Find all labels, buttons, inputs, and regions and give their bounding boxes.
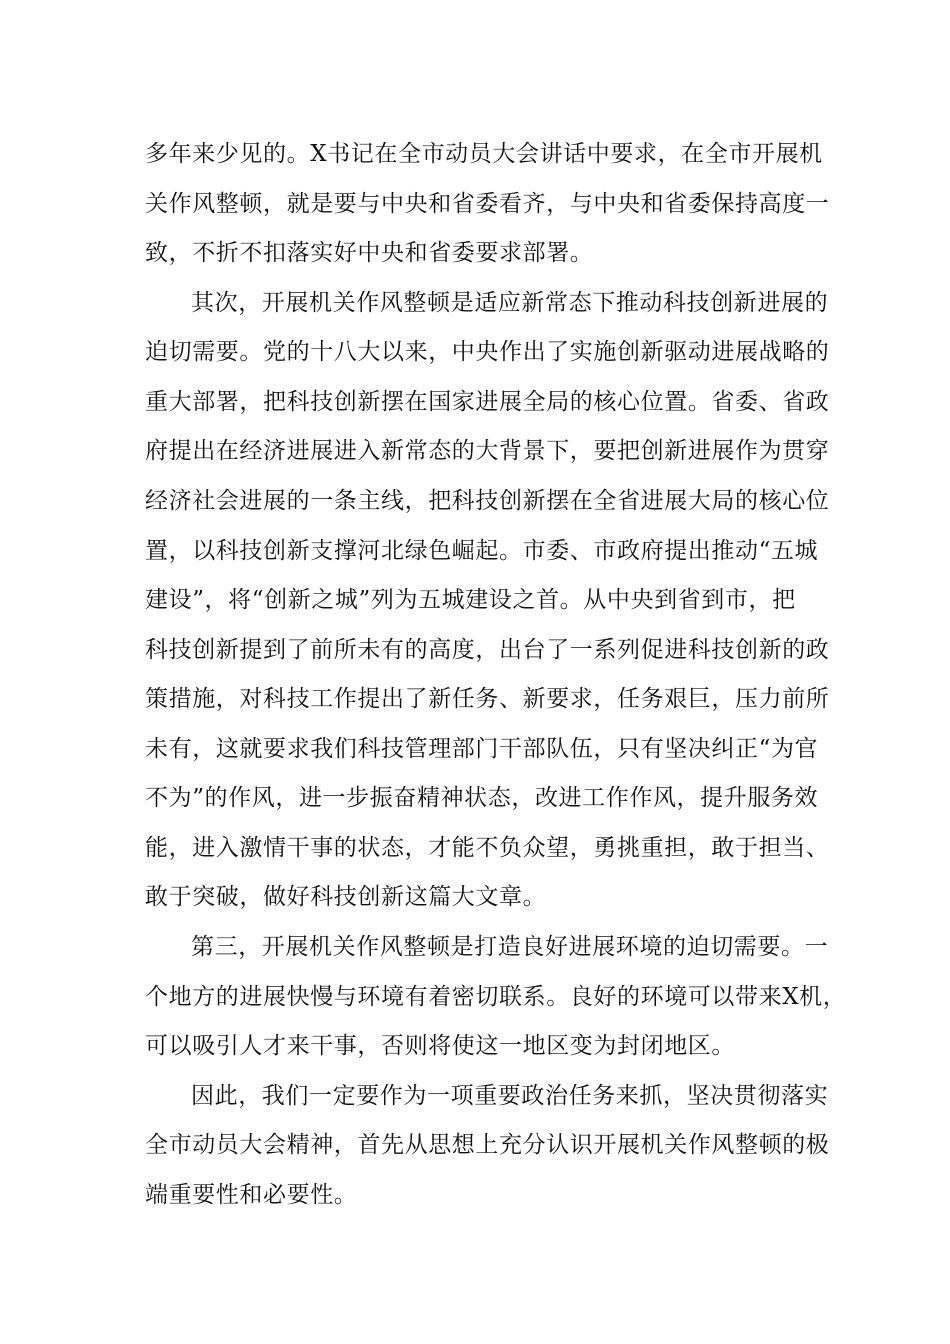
text-line: 关作风整顿，就是要与中央和省委看齐，与中央和省委保持高度一 — [145, 191, 830, 217]
text-line: 能，进入激情干事的状态，才能不负众望，勇挑重担，敢于担当、 — [145, 835, 830, 861]
text-line: 不为”的作风，进一步振奋精神状态，改进工作作风，提升服务效 — [145, 785, 819, 811]
text-line: 全市动员大会精神，首先从思想上充分认识开展机关作风整顿的极 — [145, 1132, 830, 1158]
text-line: 端重要性和必要性。 — [145, 1182, 358, 1208]
text-line: 可以吸引人才来干事，否则将使这一地区变为封闭地区。 — [145, 1033, 735, 1059]
text-line: 科技创新提到了前所未有的高度，出台了一系列促进科技创新的政 — [145, 637, 830, 663]
text-line: 其次，开展机关作风整顿是适应新常态下推动科技创新进展的 — [191, 290, 829, 316]
text-line: 经济社会进展的一条主线，把科技创新摆在全省进展大局的核心位 — [145, 488, 830, 514]
text-line: 置，以科技创新支撑河北绿色崛起。市委、市政府提出推动“五城 — [145, 538, 819, 564]
text-line: 敢于突破，做好科技创新这篇大文章。 — [145, 884, 547, 910]
text-line: 重大部署，把科技创新摆在国家进展全局的核心位置。省委、省政 — [145, 389, 830, 415]
text-line: 个地方的进展快慢与环境有着密切联系。良好的环境可以带来X机， — [145, 984, 847, 1010]
text-line: 致，不折不扣落实好中央和省委要求部署。 — [145, 240, 594, 266]
text-line: 因此，我们一定要作为一项重要政治任务来抓，坚决贯彻落实 — [191, 1083, 829, 1109]
text-line: 未有，这就要求我们科技管理部门干部队伍，只有坚决纠正“为官 — [145, 736, 819, 762]
text-line: 第三，开展机关作风整顿是打造良好进展环境的迫切需要。一 — [191, 934, 829, 960]
text-line: 多年来少见的。X书记在全市动员大会讲话中要求，在全市开展机 — [145, 141, 823, 167]
text-line: 策措施，对科技工作提出了新任务、新要求，任务艰巨，压力前所 — [145, 686, 830, 712]
text-line: 府提出在经济进展进入新常态的大背景下，要把创新进展作为贯穿 — [145, 438, 830, 464]
text-line: 建设”，将“创新之城”列为五城建设之首。从中央到省到市，把 — [145, 587, 796, 613]
text-line: 迫切需要。党的十八大以来，中央作出了实施创新驱动进展战略的 — [145, 339, 830, 365]
